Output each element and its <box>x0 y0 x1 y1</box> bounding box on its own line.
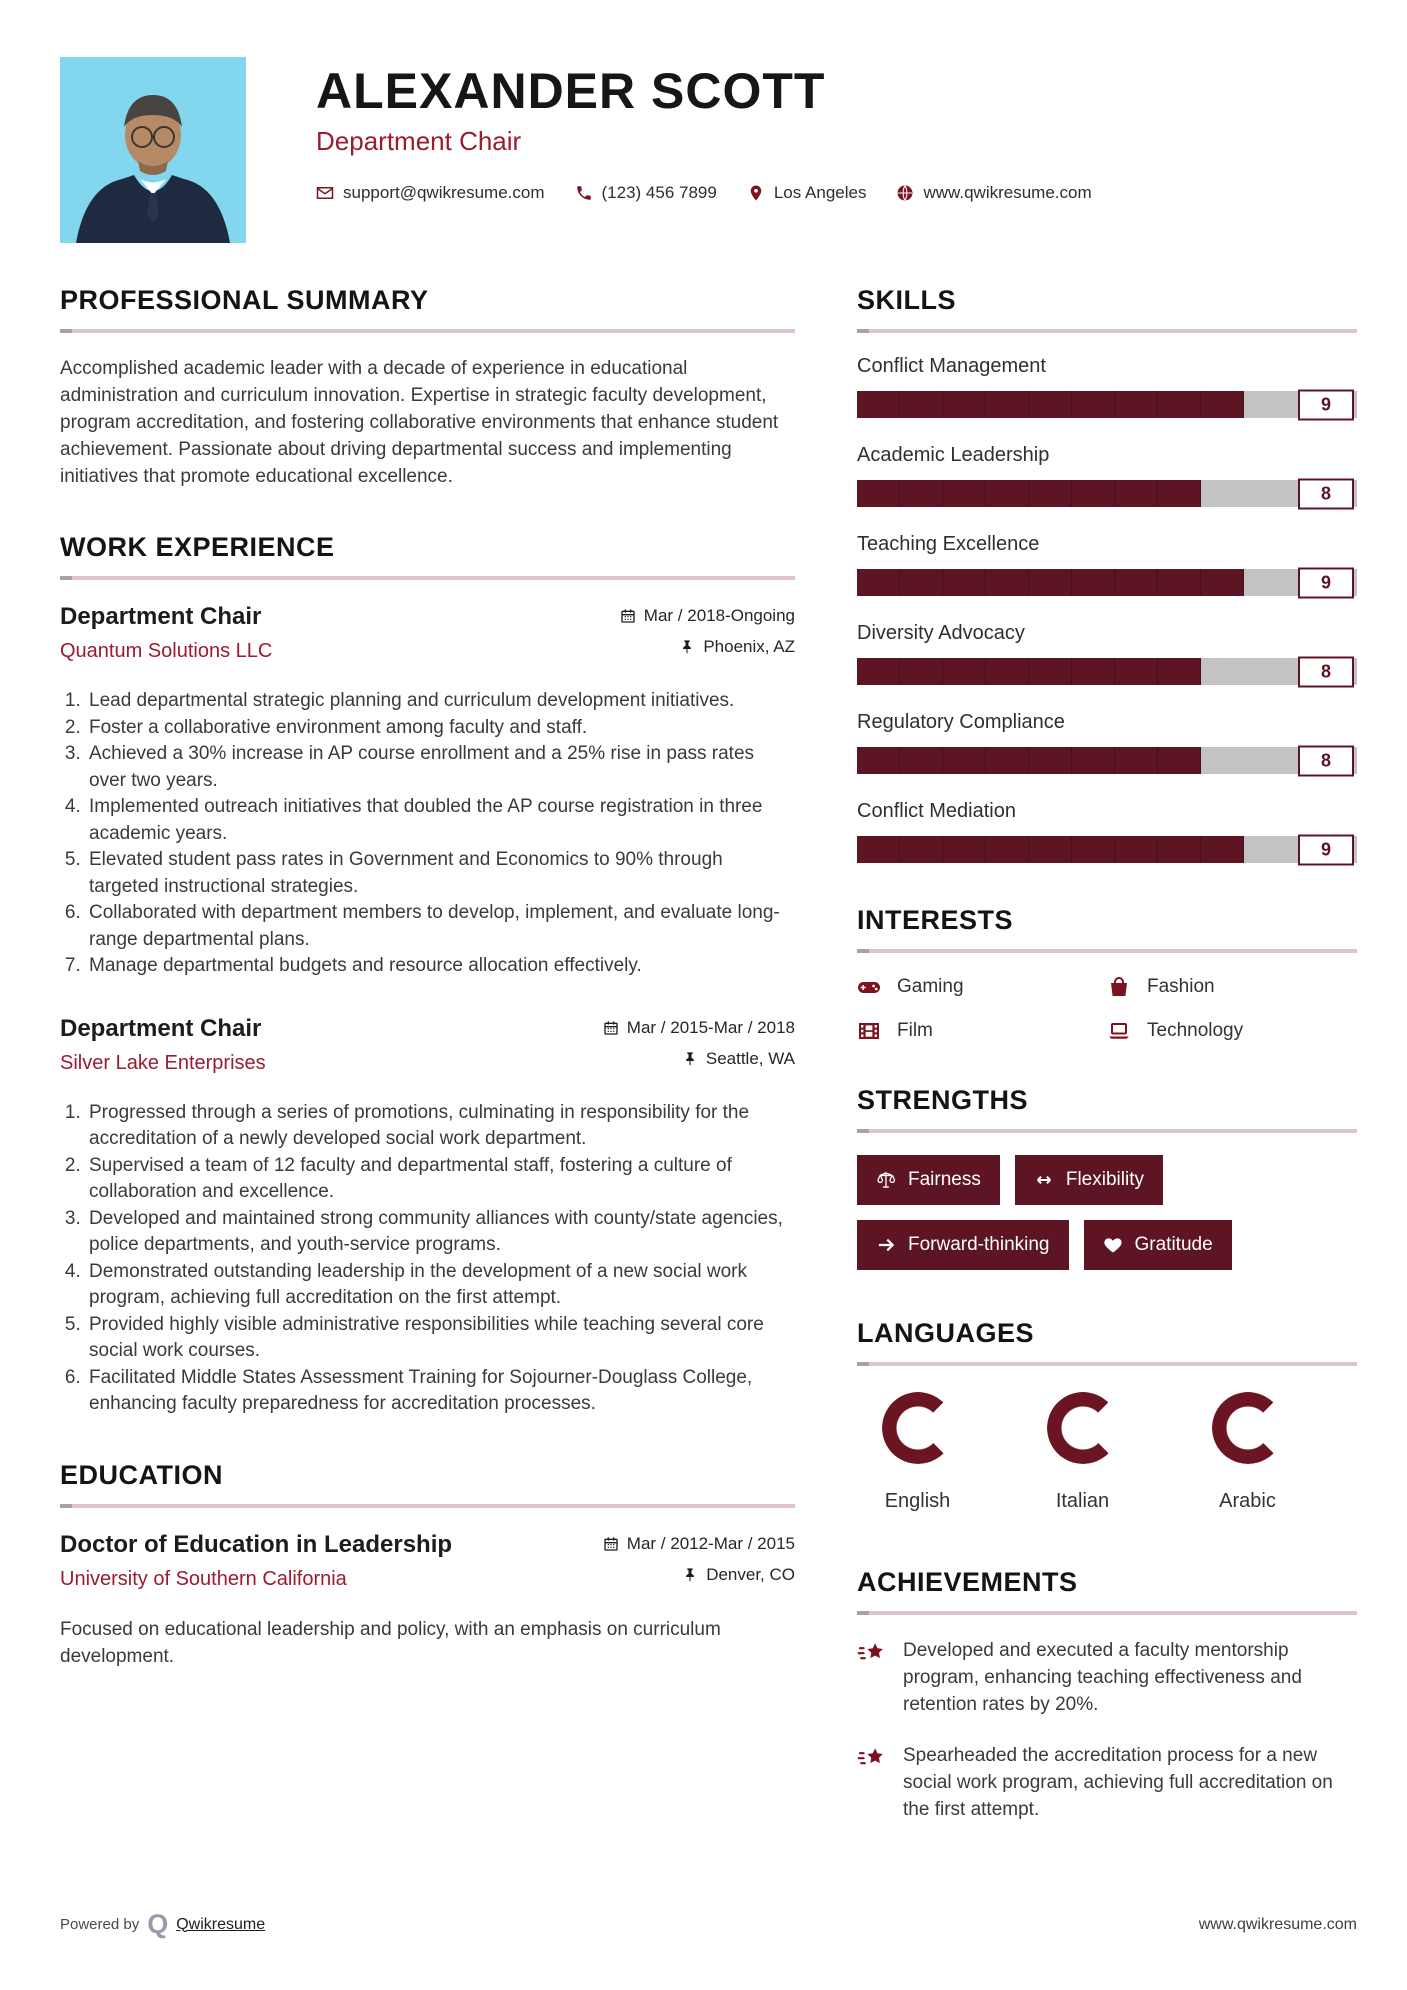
language-english <box>857 1388 978 1513</box>
job-bullet: 1. Lead departmental strategic planning and curriculum development initiatives. <box>86 688 795 715</box>
interest-label: Fashion <box>1147 976 1215 997</box>
calendar-icon <box>620 608 636 624</box>
contact-phone-text: (123) 456 7899 <box>601 182 717 202</box>
job-date-line <box>620 606 795 626</box>
summary-heading: PROFESSIONAL SUMMARY <box>60 285 429 315</box>
phone-icon <box>575 184 593 202</box>
section-languages <box>857 1318 1357 1513</box>
qwikresume-link[interactable]: Qwikresume <box>176 1915 266 1933</box>
skill-level-badge: 9 <box>1298 389 1354 420</box>
job-location-line <box>620 637 795 657</box>
film-icon <box>857 1019 881 1043</box>
language-arabic <box>1187 1388 1308 1513</box>
job-bullet: 3. Achieved a 30% increase in AP course enrollment and a 25% rise in pass rates over two years. <box>86 741 795 794</box>
education-date: Mar / 2012-Mar / 2015 <box>626 1533 795 1553</box>
education-meta <box>603 1530 795 1596</box>
language-name: Arabic <box>1219 1490 1276 1512</box>
job-bullet-list <box>64 1100 795 1418</box>
calendar-icon <box>603 1020 619 1036</box>
job-date: Mar / 2018-Ongoing <box>643 606 795 625</box>
skill-bar-fill <box>857 747 1201 774</box>
education-degree: Doctor of Education in Leadership <box>60 1530 453 1558</box>
strength-label: Gratitude <box>1134 1234 1213 1255</box>
skill-bar <box>857 836 1357 863</box>
job-bullet: 2. Foster a collaborative environment among faculty and staff. <box>86 715 795 742</box>
contact-row <box>316 183 1110 203</box>
achievement-text: Developed and executed a faculty mentorship program, enhancing teaching effectiveness and retention rates by 20%. <box>903 1640 1302 1715</box>
job-meta <box>603 1014 795 1080</box>
map-pin-icon <box>747 184 765 202</box>
job-bullet-list <box>64 688 795 980</box>
job-title: Department Chair <box>60 1014 262 1042</box>
job-company: Silver Lake Enterprises <box>60 1051 266 1074</box>
skill-item <box>857 444 1357 507</box>
job-bullet: 5. Elevated student pass rates in Government and Economics to 90% through targeted instructional strategies. <box>86 847 795 900</box>
job-meta <box>620 602 795 668</box>
header-main <box>316 57 1110 203</box>
section-interests <box>857 905 1357 1043</box>
strength-flexibility <box>1015 1155 1163 1205</box>
footer-branding <box>60 1911 265 1938</box>
contact-website[interactable] <box>896 183 1091 203</box>
profile-photo-illustration <box>60 57 246 243</box>
globe-icon <box>896 184 914 202</box>
powered-by-label: Powered by <box>60 1916 140 1933</box>
shopping-bag-icon <box>1107 975 1131 999</box>
education-location: Denver, CO <box>706 1564 795 1584</box>
job-company: Quantum Solutions LLC <box>60 640 273 662</box>
job-header <box>60 602 795 668</box>
section-work-experience <box>60 532 795 1418</box>
gamepad-icon <box>857 975 881 999</box>
job-location: Phoenix, AZ <box>703 637 795 656</box>
languages-heading: LANGUAGES <box>857 1318 1035 1348</box>
language-name: Italian <box>1055 1490 1110 1512</box>
heart-icon <box>1103 1235 1123 1255</box>
education-header <box>60 1530 795 1596</box>
job-bullet: 7. Manage departmental budgets and resource allocation effectively. <box>86 953 795 980</box>
contact-phone <box>575 183 717 203</box>
interest-gaming <box>857 975 1107 999</box>
interest-film <box>857 1019 1107 1043</box>
content-columns <box>60 285 1357 1847</box>
contact-location <box>747 183 867 203</box>
right-column <box>857 285 1357 1847</box>
strength-chips <box>857 1155 1357 1270</box>
skill-bar <box>857 569 1357 596</box>
footer-website: www.qwikresume.com <box>1198 1915 1357 1933</box>
section-divider <box>857 329 1357 333</box>
skill-bar-fill <box>857 391 1244 418</box>
job-bullet: 4. Implemented outreach initiatives that doubled the AP course registration in three academic years. <box>86 794 795 847</box>
language-name: English <box>884 1490 951 1512</box>
education-location-line <box>603 1565 795 1585</box>
skill-item <box>857 800 1357 863</box>
contact-email-text: support@qwikresume.com <box>343 182 545 202</box>
skill-item <box>857 355 1357 418</box>
skill-item <box>857 711 1357 774</box>
pushpin-icon <box>682 1051 698 1067</box>
job-header-left <box>60 602 272 668</box>
candidate-name: ALEXANDER SCOTT <box>316 63 826 119</box>
skill-bar <box>857 747 1357 774</box>
education-header-left <box>60 1530 452 1596</box>
shooting-star-icon <box>857 1637 887 1718</box>
skill-name: Diversity Advocacy <box>857 622 1025 644</box>
education-school: University of Southern California <box>60 1567 347 1590</box>
section-skills <box>857 285 1357 863</box>
section-divider <box>60 329 795 333</box>
strength-label: Forward-thinking <box>908 1234 1050 1255</box>
job-bullet: 4. Demonstrated outstanding leadership in the development of a new social work program, achieving full accreditation on the first attempt. <box>86 1259 795 1312</box>
skill-level-badge: 8 <box>1298 745 1354 776</box>
candidate-title: Department Chair <box>316 125 522 156</box>
strength-fairness <box>857 1155 1000 1205</box>
education-date-line <box>603 1534 795 1554</box>
skill-name: Regulatory Compliance <box>857 711 1065 733</box>
shooting-star-icon <box>857 1742 887 1823</box>
job-bullet: 6. Facilitated Middle States Assessment Training for Sojourner-Douglass College, enhancing faculty preparedness for accreditation processes. <box>86 1365 795 1418</box>
interest-label: Gaming <box>897 976 964 997</box>
footer <box>60 1911 1357 1938</box>
skill-name: Teaching Excellence <box>857 533 1040 555</box>
strength-forward-thinking <box>857 1220 1069 1270</box>
strengths-heading: STRENGTHS <box>857 1085 1029 1115</box>
skill-bar-fill <box>857 836 1244 863</box>
pushpin-icon <box>682 1567 698 1583</box>
skills-heading: SKILLS <box>857 285 957 315</box>
envelope-icon <box>316 184 334 202</box>
contact-email[interactable] <box>316 183 545 203</box>
skill-level-badge: 8 <box>1298 656 1354 687</box>
strength-label: Fairness <box>908 1169 981 1190</box>
section-divider <box>857 1611 1357 1615</box>
job-title: Department Chair <box>60 603 262 630</box>
job-location-line <box>603 1049 795 1069</box>
language-ring <box>1047 1392 1119 1464</box>
interest-fashion <box>1107 975 1357 999</box>
interest-label: Technology <box>1147 1020 1244 1041</box>
section-achievements <box>857 1567 1357 1823</box>
job-bullet: 1. Progressed through a series of promotions, culminating in responsibility for the accreditation of a newly developed social work department. <box>86 1100 795 1153</box>
language-italian <box>1022 1388 1143 1513</box>
achievement-item <box>857 1637 1357 1718</box>
left-column <box>60 285 795 1847</box>
contact-location-text: Los Angeles <box>773 182 867 202</box>
job-location: Seattle, WA <box>705 1048 795 1068</box>
section-divider <box>60 1504 795 1508</box>
section-divider <box>857 949 1357 953</box>
work-heading: WORK EXPERIENCE <box>60 532 335 562</box>
skill-bar-fill <box>857 658 1201 685</box>
skill-bar <box>857 658 1357 685</box>
contact-website-text: www.qwikresume.com <box>923 182 1092 202</box>
section-professional-summary <box>60 285 795 490</box>
skill-bar-fill <box>857 480 1201 507</box>
job-entry-1 <box>60 602 795 980</box>
achievements-heading: ACHIEVEMENTS <box>857 1567 1078 1597</box>
skill-item <box>857 533 1357 596</box>
pushpin-icon <box>679 639 695 655</box>
interests-grid <box>857 975 1357 1043</box>
skill-level-badge: 9 <box>1298 834 1354 865</box>
job-bullet: 6. Collaborated with department members to develop, implement, and evaluate long-range departmental plans. <box>86 900 795 953</box>
job-bullet: 3. Developed and maintained strong community alliances with county/state agencies, police departments, and youth-service programs. <box>86 1206 795 1259</box>
interests-heading: INTERESTS <box>857 905 1014 935</box>
skill-level-badge: 9 <box>1298 567 1354 598</box>
skill-bar-fill <box>857 569 1244 596</box>
section-divider <box>60 576 795 580</box>
header <box>60 0 1357 243</box>
strength-label: Flexibility <box>1065 1169 1144 1190</box>
qwikresume-logo-icon: Q <box>147 1909 169 1939</box>
section-divider <box>857 1362 1357 1366</box>
job-bullet: 2. Supervised a team of 12 faculty and departmental staff, fostering a culture of collaboration and excellence. <box>86 1153 795 1206</box>
job-date: Mar / 2015-Mar / 2018 <box>626 1017 795 1037</box>
balance-scale-icon <box>876 1170 896 1190</box>
skill-level-badge: 8 <box>1298 478 1354 509</box>
interest-technology <box>1107 1019 1357 1043</box>
summary-text: Accomplished academic leader with a decade of experience in educational administration and curriculum innovation. Expertise in strategic faculty development, program accreditation, and fostering collaborative environments that enhance student achievement. Passionate about driving departmental success and implementing initiatives that promote educational excellence. <box>60 358 779 487</box>
job-header <box>60 1014 795 1080</box>
section-divider <box>857 1129 1357 1133</box>
skill-name: Conflict Mediation <box>857 800 1016 822</box>
arrow-right-icon <box>876 1235 896 1255</box>
language-ring <box>1212 1392 1284 1464</box>
job-date-line <box>603 1018 795 1038</box>
language-ring <box>882 1392 954 1464</box>
profile-photo <box>60 57 246 243</box>
laptop-icon <box>1107 1019 1131 1043</box>
skill-item <box>857 622 1357 685</box>
strength-gratitude <box>1084 1220 1232 1270</box>
section-strengths <box>857 1085 1357 1270</box>
languages-list <box>857 1388 1357 1513</box>
skill-bar <box>857 480 1357 507</box>
calendar-icon <box>603 1536 619 1552</box>
skill-name: Academic Leadership <box>857 444 1050 466</box>
job-bullet: 5. Provided highly visible administrative responsibilities while teaching several core social work courses. <box>86 1312 795 1365</box>
achievement-text: Spearheaded the accreditation process for a new social work program, achieving full accreditation on the first attempt. <box>903 1745 1333 1820</box>
interest-label: Film <box>897 1020 933 1041</box>
job-entry-2 <box>60 1014 795 1418</box>
education-description: Focused on educational leadership and policy, with an emphasis on curriculum development. <box>60 1618 721 1667</box>
achievement-item <box>857 1742 1357 1823</box>
skill-bar <box>857 391 1357 418</box>
skill-name: Conflict Management <box>857 355 1046 377</box>
section-education <box>60 1460 795 1670</box>
job-header-left <box>60 1014 266 1080</box>
education-heading: EDUCATION <box>60 1459 223 1490</box>
double-arrow-icon <box>1034 1170 1054 1190</box>
